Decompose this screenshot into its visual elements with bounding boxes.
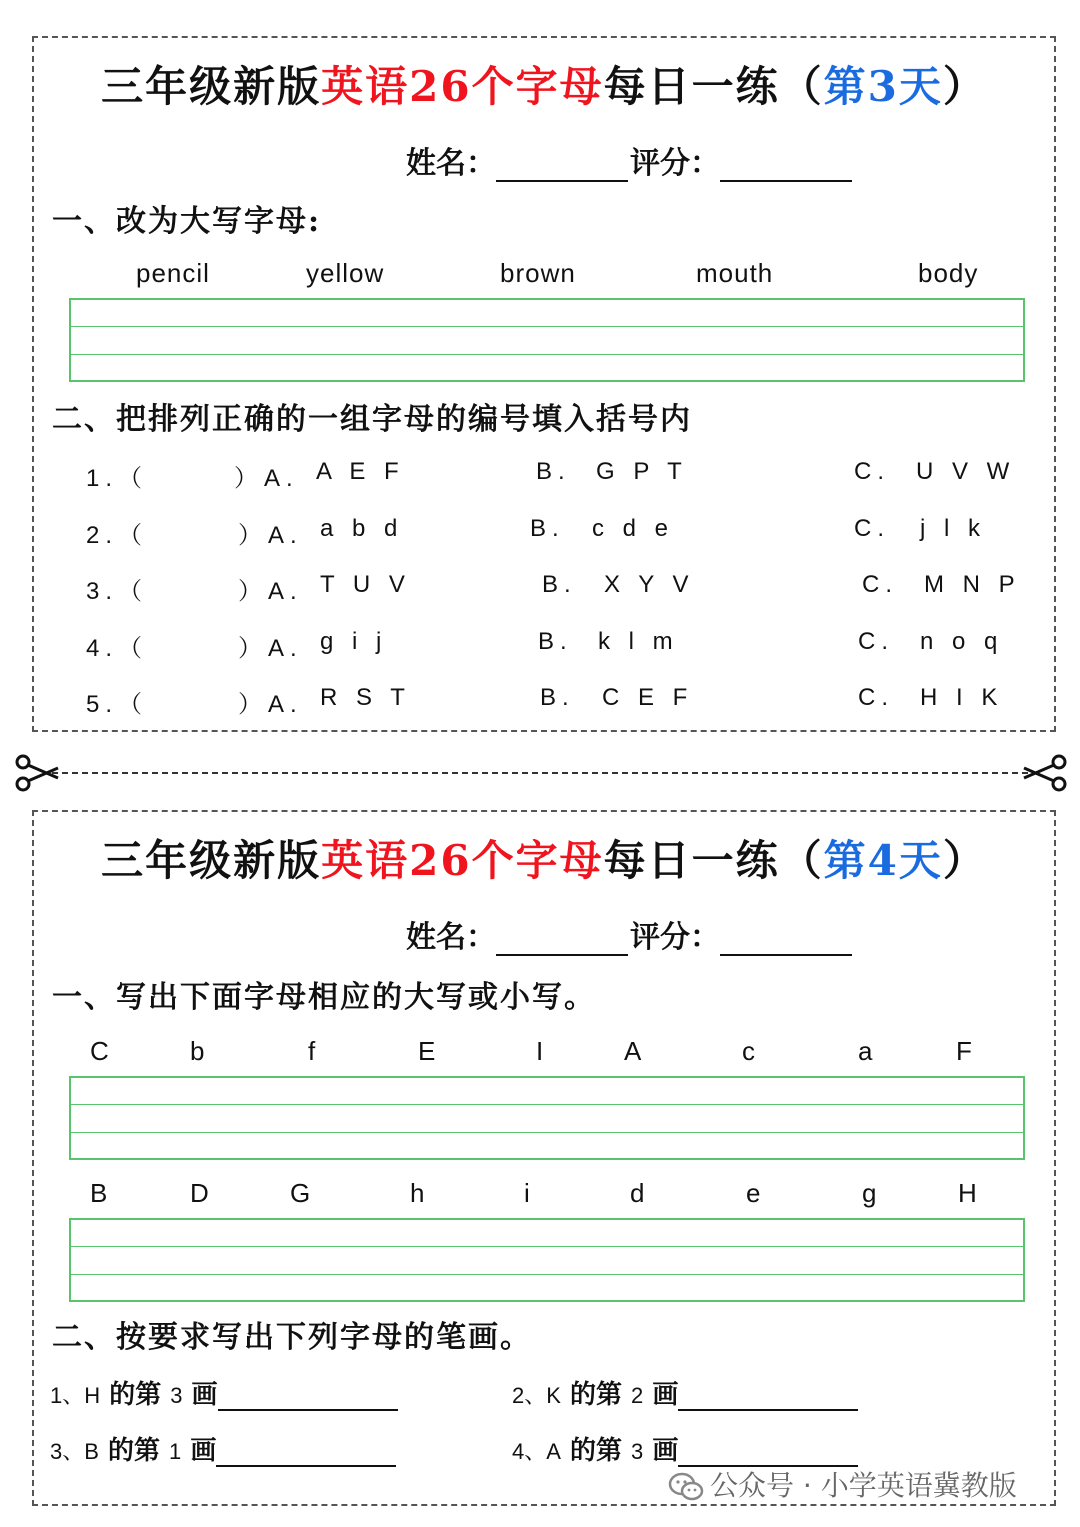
letter-item: I: [536, 1036, 544, 1066]
stroke-text: 的第: [100, 1380, 171, 1410]
option-b-label[interactable]: B.: [540, 684, 575, 711]
word-item: pencil: [136, 258, 210, 288]
title-text: 每日一练（: [603, 62, 824, 111]
target-letter: A: [546, 1439, 561, 1464]
letter-item: G: [290, 1178, 311, 1208]
option-c-letters: H I K: [920, 684, 1004, 711]
worksheet-title: [34, 828, 1054, 888]
stroke-question: [50, 1374, 398, 1411]
word-item: mouth: [696, 258, 774, 288]
writing-lines[interactable]: [69, 1218, 1025, 1302]
target-letter: B: [84, 1439, 99, 1464]
option-b-letters: X Y V: [604, 571, 695, 598]
title-text: 三年级新版: [101, 62, 322, 111]
watermark-text: 公众号 · 小学英语冀教版: [710, 1469, 1017, 1502]
option-a-letters: R S T: [320, 684, 411, 711]
name-blank[interactable]: [496, 150, 628, 182]
target-letter: H: [84, 1383, 101, 1408]
option-a-letters: a b d: [320, 515, 404, 542]
title-text: ）: [942, 836, 987, 885]
question-row: [86, 684, 1016, 718]
worksheet-day4: [32, 810, 1056, 1506]
letter-item: i: [524, 1178, 530, 1208]
letter-item: a: [858, 1036, 873, 1066]
worksheet-day3: [32, 36, 1056, 732]
wechat-icon: [668, 1472, 704, 1502]
question-row: [86, 515, 1016, 549]
letter-item: E: [418, 1036, 436, 1066]
section-1-heading: 一、改为大写字母:: [52, 204, 322, 239]
option-a-label[interactable]: ）A.: [238, 578, 303, 605]
option-c-label[interactable]: C.: [854, 515, 890, 542]
letter-item: H: [958, 1178, 977, 1208]
stroke-number: 1: [169, 1439, 182, 1464]
answer-blank[interactable]: [216, 1439, 396, 1467]
option-a-label[interactable]: ）A.: [238, 522, 303, 549]
score-label: 评分：: [630, 146, 720, 181]
scissors-icon: [1022, 752, 1068, 794]
name-label: 姓名：: [406, 146, 496, 181]
option-c-letters: j l k: [920, 515, 986, 542]
option-a-letters: T U V: [320, 571, 411, 598]
letter-item: D: [190, 1178, 209, 1208]
stroke-text: 的第: [560, 1436, 632, 1466]
title-highlight-red: 英语26个字母: [321, 62, 604, 111]
option-b-label[interactable]: B.: [536, 458, 571, 485]
name-blank[interactable]: [496, 924, 628, 956]
word-item: brown: [500, 258, 576, 288]
question-number: 3、: [50, 1439, 85, 1464]
option-c-label[interactable]: C.: [854, 458, 890, 485]
title-text: 三年级新版: [101, 836, 322, 885]
answer-blank[interactable]: [678, 1439, 858, 1467]
option-b-letters: C E F: [602, 684, 694, 711]
question-row: [86, 571, 1021, 605]
option-b-label[interactable]: B.: [542, 571, 577, 598]
stroke-text: 画: [643, 1436, 679, 1466]
question-number: 3.（: [86, 578, 149, 605]
title-day-label: 第3天: [823, 62, 943, 111]
score-blank[interactable]: [720, 924, 852, 956]
question-number: 2.（: [86, 522, 149, 549]
writing-lines[interactable]: [69, 1076, 1025, 1160]
question-number: 1、: [50, 1383, 85, 1408]
question-number: 1.（: [86, 465, 149, 492]
stroke-text: 画: [182, 1380, 218, 1410]
stroke-question: [512, 1374, 858, 1411]
section-2-heading: 二、把排列正确的一组字母的编号填入括号内: [52, 402, 692, 437]
question-number: 4、: [512, 1439, 547, 1464]
letter-item: B: [90, 1178, 108, 1208]
question-row: [86, 458, 1016, 492]
cut-line: [52, 772, 1028, 774]
word-item: yellow: [306, 258, 385, 288]
question-row: [86, 628, 1016, 662]
option-a-letters: g i j: [320, 628, 388, 655]
title-text: ）: [942, 62, 987, 111]
name-score-row: [406, 912, 854, 956]
letter-item: c: [742, 1036, 755, 1066]
letter-item: A: [624, 1036, 642, 1066]
writing-lines[interactable]: [69, 298, 1025, 382]
option-a-letters: A E F: [316, 458, 405, 485]
stroke-text: 的第: [98, 1436, 170, 1466]
letter-item: g: [862, 1178, 877, 1208]
option-c-letters: M N P: [924, 571, 1021, 598]
answer-blank[interactable]: [218, 1383, 398, 1411]
score-label: 评分：: [630, 920, 720, 955]
stroke-number: 3: [170, 1383, 183, 1408]
option-c-label[interactable]: C.: [858, 684, 894, 711]
option-c-label[interactable]: C.: [858, 628, 894, 655]
letter-item: f: [308, 1036, 316, 1066]
letter-item: e: [746, 1178, 761, 1208]
title-highlight-red: 英语26个字母: [321, 836, 604, 885]
section-1-heading: 一、写出下面字母相应的大写或小写。: [52, 980, 596, 1015]
option-a-label[interactable]: ）A.: [238, 691, 303, 718]
stroke-question: [50, 1430, 396, 1467]
option-a-label[interactable]: ）A.: [234, 465, 299, 492]
option-b-letters: G P T: [596, 458, 688, 485]
name-label: 姓名：: [406, 920, 496, 955]
stroke-number: 2: [631, 1383, 644, 1408]
watermark: [668, 1464, 1017, 1504]
score-blank[interactable]: [720, 150, 852, 182]
option-c-letters: U V W: [916, 458, 1016, 485]
letter-item: h: [410, 1178, 425, 1208]
answer-blank[interactable]: [678, 1383, 858, 1411]
option-c-letters: n o q: [920, 628, 1004, 655]
title-day-label: 第4天: [823, 836, 943, 885]
stroke-text: 画: [643, 1380, 679, 1410]
stroke-text: 画: [181, 1436, 217, 1466]
question-number: 5.（: [86, 691, 149, 718]
option-b-label[interactable]: B.: [538, 628, 573, 655]
question-number: 2、: [512, 1383, 547, 1408]
stroke-text: 的第: [560, 1380, 632, 1410]
letter-item: d: [630, 1178, 645, 1208]
title-text: 每日一练（: [603, 836, 824, 885]
letter-item: F: [956, 1036, 972, 1066]
option-b-letters: c d e: [592, 515, 675, 542]
name-score-row: [406, 138, 854, 182]
target-letter: K: [546, 1383, 561, 1408]
letter-item: C: [90, 1036, 109, 1066]
option-b-letters: k l m: [598, 628, 679, 655]
option-b-label[interactable]: B.: [530, 515, 565, 542]
letter-item: b: [190, 1036, 205, 1066]
option-a-label[interactable]: ）A.: [238, 635, 303, 662]
word-item: body: [918, 258, 979, 288]
question-number: 4.（: [86, 635, 149, 662]
stroke-number: 3: [631, 1439, 644, 1464]
worksheet-title: [34, 54, 1054, 114]
option-c-label[interactable]: C.: [862, 571, 898, 598]
section-2-heading: 二、按要求写出下列字母的笔画。: [52, 1320, 532, 1355]
stroke-question: [512, 1430, 858, 1467]
